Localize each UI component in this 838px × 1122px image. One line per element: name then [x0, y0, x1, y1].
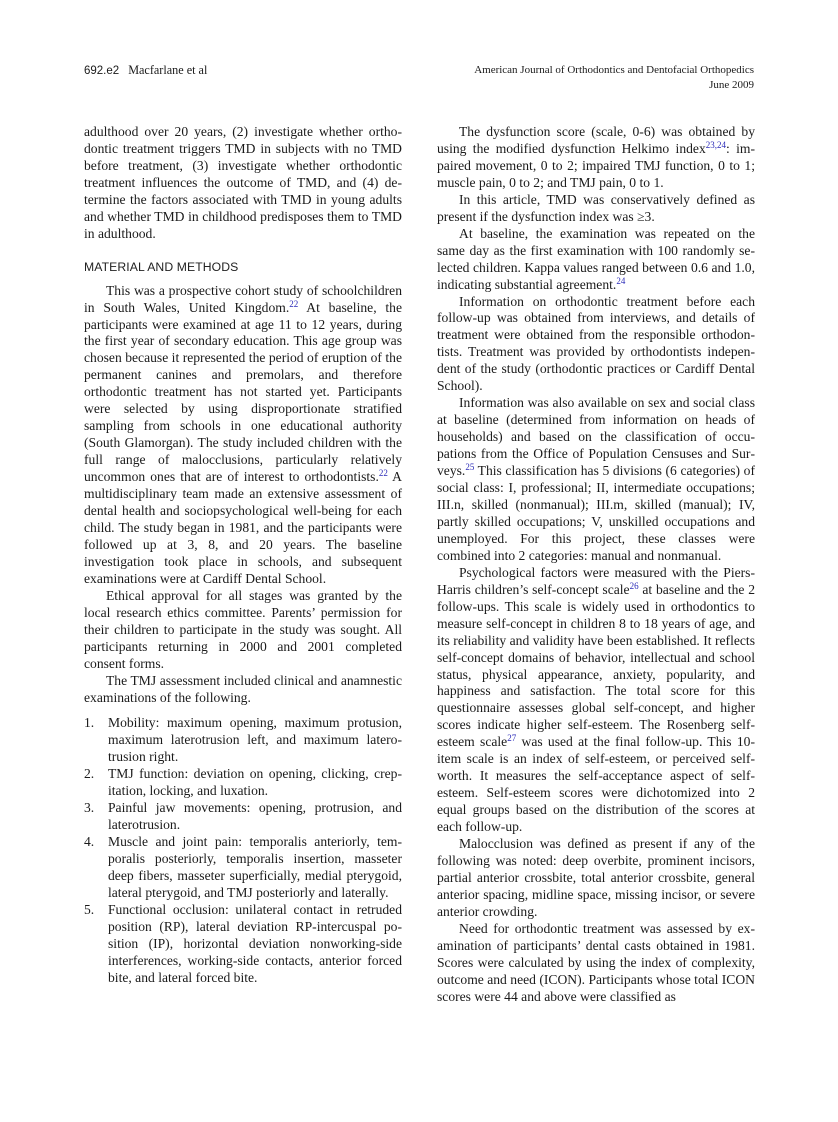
citation-link[interactable]: 26: [629, 580, 639, 591]
right-column: [437, 124, 755, 1006]
citation-link[interactable]: 24: [616, 275, 626, 286]
list-item: [84, 800, 402, 834]
list-text: Muscle and joint pain: temporalis anteriorly, temporalis posteriorly, temporalis insertion, masseter deep fibers, masseter superficially, medial pterygoid, lateral pterygoid, and TMJ posteriorly and laterally.: [108, 834, 402, 900]
citation-link[interactable]: 22: [289, 298, 299, 309]
list-text: Mobility: maximum opening, maximum protusion, maximum laterotrusion left, and maximum laterotrusion right.: [108, 715, 402, 765]
text-segment: The dysfunction score (scale, 0-6) was obtained by using the modified dysfunction Helkimo index: [437, 124, 755, 156]
malocclusion-paragraph: Malocclusion was defined as present if any of the following was noted: deep overbite, prominent incisors, partial anterior crossbite, total anterior crossbite, general anterior spacing, midline space, missing incisor, or severe anterior crowding.: [437, 836, 755, 919]
list-text: Painful jaw movements: opening, protrusion, and laterotrusion.: [108, 800, 402, 833]
text-segment: was used at the final follow-up. This 10-item scale is an index of self-esteem, or perceived self-worth. It measures the self-acceptance aspect of self-esteem. Self-esteem scores were dichotomized into 2 equal groups based on the distribution of the scores at each follow-up.: [437, 734, 755, 835]
text-segment: This classification has 5 divisions (6 categories) of social class: I, professional; II, intermediate occupations; III.n, skilled (nonmanual); III.m, skilled (manual); IV, partly skilled occupations; V, unskilled occupations and unemployed. For this project, these classes were combined into 2 categories: manual and nonmanual.: [437, 463, 755, 563]
issue-date: June 2009: [709, 79, 754, 91]
tmj-assessment-list: [84, 715, 402, 986]
text-segment: : impaired movement, 0 to 2; impaired TMJ function, 0 to 1; muscle pain, 0 to 2; and TMJ pain, 0 to 1.: [437, 140, 756, 190]
list-text: Functional occlusion: unilateral contact in retruded position (RP), lateral deviation RP-intercuspal position (IP), horizontal deviation nonworking-side interferences, working-side contacts, anterior forced bite, and lateral forced bite.: [108, 901, 402, 985]
running-header-right: [474, 63, 754, 93]
journal-name: American Journal of Orthodontics and Dentofacial Orthopedics: [474, 64, 754, 76]
running-header-left: [84, 63, 207, 78]
dysfunction-score-paragraph: [437, 124, 755, 192]
list-number: 1.: [84, 715, 95, 731]
text-segment: Information was also available on sex and social class at baseline (determined from information on heads of households) and based on the classification of occupations from the Office of Population Censuses and Surveys.: [437, 395, 755, 479]
text-segment: At baseline, the examination was repeated on the same day as the first examination with 100 randomly selected children. Kappa values ranged between 0.6 and 1.0, indicating substantial agreement.: [437, 225, 755, 292]
citation-link[interactable]: 27: [507, 733, 517, 744]
methods-paragraph-1: [84, 283, 402, 588]
methods-paragraph-ethics: Ethical approval for all stages was granted by the local research ethics committee. Parents’ permission for their children to participate in the study was sought. All participants returning in 2000 and 2001 completed consent forms.: [84, 587, 402, 671]
text-segment: This was a prospective cohort study of schoolchildren in South Wales, United Kingdom.: [84, 282, 402, 315]
running-authors: Macfarlane et al: [128, 63, 208, 77]
psychological-factors-paragraph: [437, 565, 755, 836]
methods-paragraph-tmj: The TMJ assessment included clinical and anamnestic examinations of the following.: [84, 672, 402, 705]
list-item: [84, 834, 402, 902]
citation-link[interactable]: 22: [378, 468, 388, 479]
list-item: [84, 715, 402, 766]
list-text: TMJ function: deviation on opening, clicking, crepitation, locking, and luxation.: [108, 766, 402, 799]
list-item: [84, 902, 402, 987]
text-segment: at baseline and the 2 follow-ups. This scale is widely used in orthodontics to measure self-concept in children 8 to 18 years of age, and its reliability and validity have been established. It reflects self-concept domains of behavior, intellectual and school status, physical appearance, anxiety, popularity, and happiness and satisfaction. The total score for this questionnaire assesses global self-concept, and higher scores indicate higher self-esteem. The Rosenberg self-esteem scale: [437, 581, 755, 750]
section-heading-methods: MATERIAL AND METHODS: [84, 259, 239, 274]
text-segment: Psychological factors were measured with the Piers-Harris children’s self-concept scale: [437, 564, 755, 597]
left-column: [84, 124, 402, 987]
social-class-paragraph: [437, 395, 755, 565]
list-number: 2.: [84, 766, 95, 782]
list-number: 5.: [84, 901, 95, 917]
tmd-definition-paragraph: In this article, TMD was conservatively defined as present if the dysfunction index was ≥3.: [437, 191, 755, 224]
list-number: 3.: [84, 800, 95, 816]
treatment-info-paragraph: Information on orthodontic treatment before each follow-up was obtained from interviews, and details of treatment were obtained from the responsible orthodontists. Treatment was provided by orthodontists independent of the study (orthodontic practices or Cardiff Dental School).: [437, 293, 755, 394]
citation-link[interactable]: 25: [465, 462, 475, 473]
page-number: 692.e2: [84, 65, 120, 77]
reliability-paragraph: [437, 226, 755, 294]
treatment-need-paragraph: Need for orthodontic treatment was assessed by examination of participants’ dental casts obtained in 1981. Scores were calculated by using the index of complexity, outcome and need (ICON). Participants whose total ICON scores were 44 and above were classified as: [437, 920, 755, 1004]
intro-continuation: adulthood over 20 years, (2) investigate whether orthodontic treatment triggers TMD in subjects with no TMD before treatment, (3) investigate whether orthodontic treatment influences the outcome of TMD, and (4) determine the factors associated with TMD in young adults and whether TMD in childhood predisposes them to TMD in adulthood.: [84, 124, 402, 241]
text-segment: A multidisciplinary team made an extensive assessment of dental health and sociopsychological well-being for each child. The study began in 1981, and the participants were followed up at 3, 8, and 20 years. The baseline investigation took place in schools, and subsequent examinations were at Cardiff Dental School.: [84, 469, 402, 586]
citation-link[interactable]: 23,24: [705, 139, 727, 150]
text-segment: At baseline, the participants were examined at age 11 to 12 years, during the first year of secondary education. This age group was chosen because it represented the period of eruption of the permanent canines and premolars, and therefore orthodontic treatment has not started yet. Participants were selected by using disproportionate stratified sampling from schools in one educational authority (South Glamorgan). The study included children with the full range of malocclusions, particularly relatively uncommon ones that are of interest to orthodontists.: [84, 299, 402, 485]
list-number: 4.: [84, 834, 95, 850]
list-item: [84, 766, 402, 800]
